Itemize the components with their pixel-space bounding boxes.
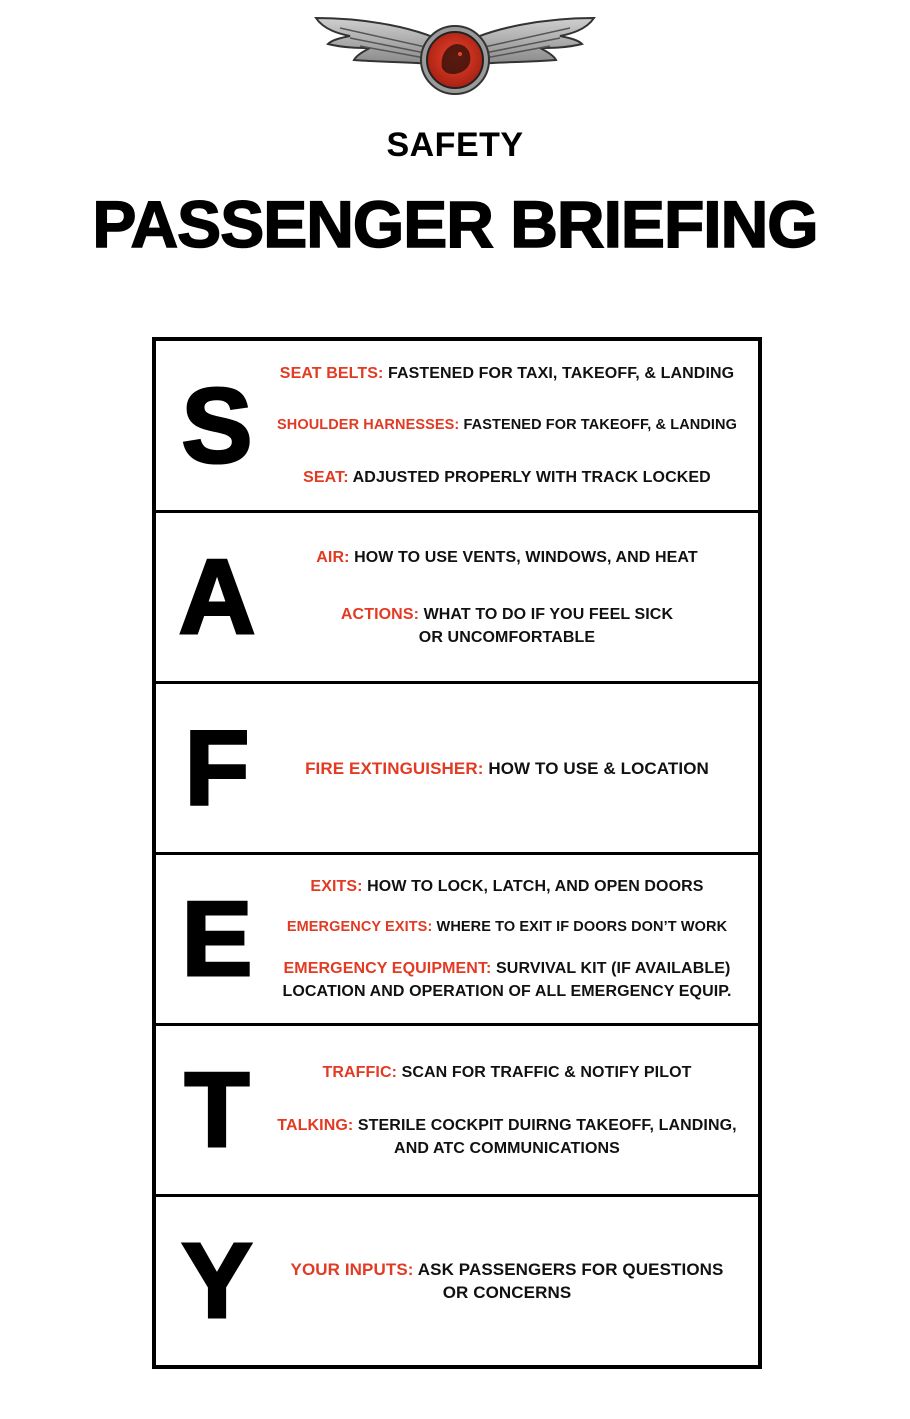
item-value: WHERE TO EXIT IF DOORS DON’T WORK: [436, 919, 728, 935]
item-key: EMERGENCY EXITS:: [286, 919, 433, 935]
row-items: [260, 1197, 754, 1365]
row-letter: F: [184, 709, 250, 827]
item-value: HOW TO LOCK, LATCH, AND OPEN DOORS: [367, 878, 704, 895]
item-emergency-equipment: [282, 957, 731, 1003]
item-key: SEAT:: [303, 469, 349, 486]
item-key: ACTIONS:: [340, 605, 420, 623]
item-exits: [310, 875, 703, 898]
item-your-inputs: [291, 1258, 724, 1304]
item-value: ADJUSTED PROPERLY WITH TRACK LOCKED: [352, 469, 711, 486]
row-items: [260, 855, 754, 1023]
item-value: ASK PASSENGERS FOR QUESTIONS: [417, 1260, 724, 1279]
row-t: [156, 1026, 758, 1197]
item-key: AIR:: [316, 548, 350, 566]
row-s: [156, 341, 758, 513]
item-value: SURVIVAL KIT (IF AVAILABLE): [496, 960, 731, 977]
item-key: TRAFFIC:: [322, 1063, 398, 1081]
row-letter: E: [181, 880, 253, 998]
item-key: FIRE EXTINGUISHER:: [305, 758, 484, 778]
row-letter: T: [184, 1051, 250, 1169]
item-key: SEAT BELTS:: [279, 365, 384, 382]
item-value: WHAT TO DO IF YOU FEEL SICK: [423, 605, 674, 623]
row-letter: S: [181, 366, 253, 485]
item-key: SHOULDER HARNESSES:: [276, 417, 460, 433]
safety-table: [152, 337, 762, 1369]
item-traffic: [322, 1061, 691, 1084]
item-fire-extinguisher: [305, 757, 709, 780]
item-key: YOUR INPUTS:: [290, 1260, 414, 1279]
item-key: EXITS:: [310, 878, 363, 895]
item-seat-belts: [280, 362, 734, 385]
row-items: [260, 1026, 754, 1194]
item-value-continued: LOCATION AND OPERATION OF ALL EMERGENCY EQUIP.: [282, 983, 732, 1000]
item-actions: [341, 603, 673, 649]
row-letter: A: [178, 538, 256, 656]
row-items: [260, 684, 754, 852]
page-title: PASSENGER BRIEFING: [92, 187, 818, 261]
row-letter: Y: [181, 1222, 253, 1340]
item-talking: [277, 1114, 736, 1160]
row-items: [260, 513, 754, 681]
item-shoulder-harnesses: [277, 414, 737, 437]
item-emergency-exits: [287, 916, 727, 939]
item-value: FASTENED FOR TAKEOFF, & LANDING: [463, 417, 737, 433]
item-key: EMERGENCY EQUIPMENT:: [283, 960, 492, 977]
winged-emblem-icon: [310, 8, 600, 100]
row-y: [156, 1197, 758, 1365]
row-a: [156, 513, 758, 684]
item-value: HOW TO USE VENTS, WINDOWS, AND HEAT: [354, 548, 698, 566]
item-value: SCAN FOR TRAFFIC & NOTIFY PILOT: [401, 1063, 692, 1081]
row-e: [156, 855, 758, 1026]
row-f: [156, 684, 758, 855]
item-value: FASTENED FOR TAXI, TAKEOFF, & LANDING: [387, 365, 735, 382]
row-items: [260, 341, 754, 510]
subtitle: SAFETY: [386, 126, 524, 164]
item-key: TALKING:: [277, 1116, 354, 1134]
item-air: [316, 546, 698, 569]
item-value: HOW TO USE & LOCATION: [488, 758, 709, 778]
item-value-continued: OR CONCERNS: [442, 1283, 572, 1302]
item-value: STERILE COCKPIT DUIRNG TAKEOFF, LANDING,: [357, 1116, 737, 1134]
item-value-continued: OR UNCOMFORTABLE: [418, 628, 596, 646]
item-value-continued: AND ATC COMMUNICATIONS: [394, 1139, 620, 1157]
item-seat: [303, 466, 711, 489]
